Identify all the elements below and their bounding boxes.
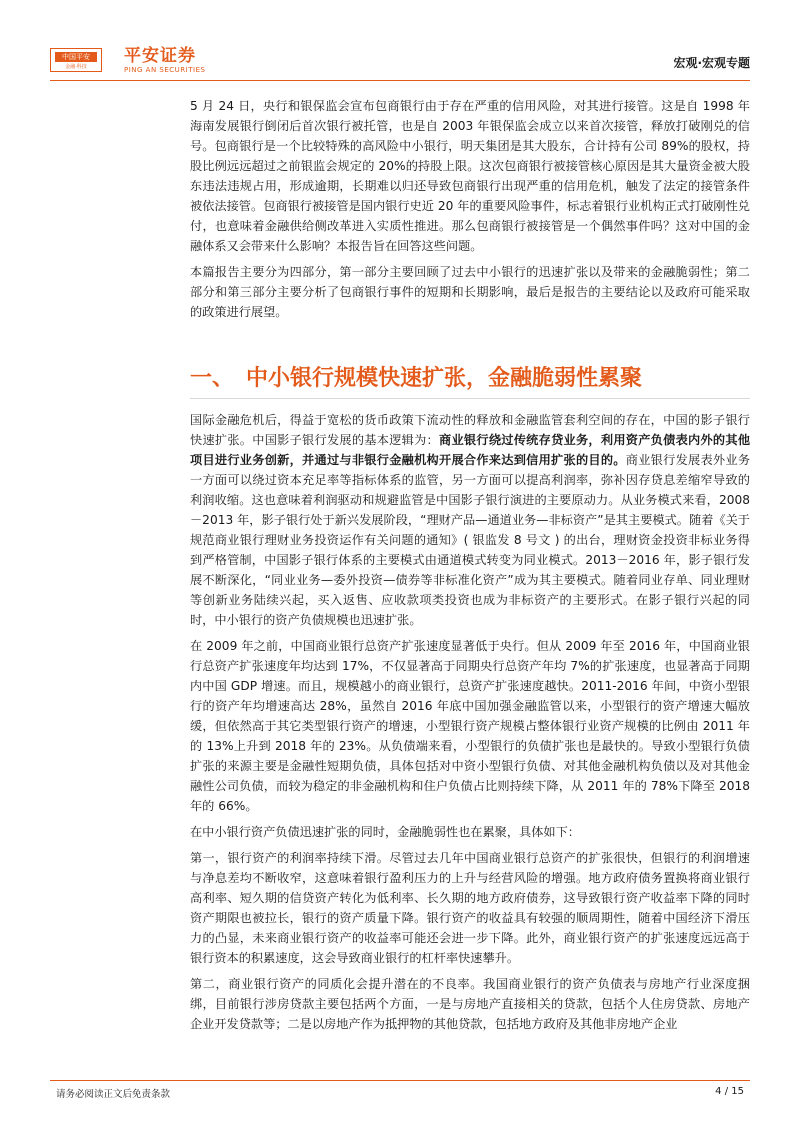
body-p1-emphasis: 商业银行绕过传统存贷业务，利用资产负债表内外的其他项目进行业务创新，并通过与非银行金融机构开展合作来达到信用扩张的目的。: [190, 433, 751, 467]
logo-badge-main: 中国平安: [55, 52, 97, 62]
brand: [124, 46, 205, 75]
report-category: 宏观·宏观专题: [673, 56, 750, 70]
section-1-body: [190, 410, 750, 1040]
section-title: 中小银行规模快速扩张，金融脆弱性累聚: [246, 366, 643, 391]
body-paragraph-4: 第一，银行资产的利润率持续下滑。尽管过去几年中国商业银行总资产的扩张很快，但银行的利润增速与净息差均不断收窄，这意味着银行盈利压力的上升与经营风险的增强。地方政府债务置换将商业银行高利率、短久期的信贷资产转化为低利率、长久期的地方政府债券，这导致银行资产收益率下降的同时资产期限也被拉长，银行的资产质量下降。银行资产的收益具有较强的顺周期性，随着中国经济下滑压力的凸显，未来商业银行资产的收益率可能还会进一步下降。此外，商业银行资产的扩张速度远远高于银行资本的积累速度，这会导致商业银行的杠杆率快速攀升。: [190, 851, 750, 965]
body-paragraph-1: [190, 410, 750, 630]
section-1-heading: [190, 364, 750, 394]
footer-disclaimer: 请务必阅读正文后免责条款: [56, 1089, 171, 1100]
body-p1-rest: 商业银行发展表外业务一方面可以绕过资本充足率等指标体系的监管，另一方面可以提高利润率，弥补因存贷息差缩窄导致的利润收缩。这也意味着利润驱动和规避监管是中国影子银行演进的主要原动力。从业务模式来看，2008－2013 年，影子银行处于新兴发展阶段，“理财产品—通道业务—非标资产”是其主要模式。随着《关于规范商业银行理财业务投资运作有关问题的通知》( 银监发 8 号文 ) 的出台，理财资金投资非标业务得到严格管制，中国影子银行体系的主要模式由通道模式转变为同业模式。2013－2016 年，影子银行发展不断深化，“同业业务—委外投资—债券等非标准化资产”成为其主要模式。随着同业存单、同业理财等创新业务陆续兴起，买入返售、应收款项类投资也成为非标资产的主要形式。在影子银行兴起的同时，中小银行的资产负债规模也迅速扩张。: [190, 453, 751, 627]
page-number: 4 / 15: [715, 1086, 744, 1097]
intro-section: [190, 96, 750, 328]
section-number: 一、: [190, 366, 235, 391]
intro-paragraph-1: 5 月 24 日，央行和银保监会宣布包商银行由于存在严重的信用风险，对其进行接管。这是自 1998 年海南发展银行倒闭后首次银行被托管，也是自 2003 年银保监会成立以来首次接管，释放打破刚兑的信号。包商银行是一个比较特殊的高风险中小银行，明天集团是其大股东，合计持有公司 89%的股权，持股比例远远超过之前银监会规定的 20%的持股上限。这次包商银行被接管核心原因是其大量资金被大股东违法违规占用，形成逾期，长期难以归还导致包商银行出现严重的信用危机，触发了法定的接管条件被依法接管。包商银行被接管是国内银行史近 20 年的重要风险事件，标志着银行业机构正式打破刚性兑付，也意味着金融供给侧改革进入实质性推进。那么包商银行被接管是一个偶然事件吗？这对中国的金融体系又会带来什么影响？本报告旨在回答这些问题。: [190, 99, 750, 253]
brand-name-cn: 平安证券: [124, 46, 196, 66]
body-paragraph-2: 在 2009 年之前，中国商业银行总资产扩张速度显著低于央行。但从 2009 年至 2016 年，中国商业银行总资产扩张速度年均达到 17%，不仅显著高于同期央行总资产年均 7%的扩张速度，也显著高于同期内中国 GDP 增速。而且，规模越小的商业银行，总资产扩张速度越快。2011-2016 年间，中资小型银行的资产年均增速高达 28%，虽然自 2016 年底中国加强金融监管以来，小型银行的资产增速大幅放缓，但依然高于其它类型银行资产的增速，小型银行资产规模占整体银行业资产规模的比例由 2011 年的 13%上升到 2018 年的 23%。从负债端来看，小型银行的负债扩张也是最快的。导致小型银行负债扩张的来源主要是金融性短期负债，具体包括对中资小型银行负债、对其他金融机构负债以及对其他金融性公司负债，而较为稳定的非金融机构和住户负债占比则持续下降，从 2011 年的 78%下降至 2018 年的 66%。: [190, 639, 750, 813]
body-paragraph-5: 第二，商业银行资产的同质化会提升潜在的不良率。我国商业银行的资产负债表与房地产行业深度捆绑，目前银行涉房贷款主要包括两个方面，一是与房地产直接相关的贷款，包括个人住房贷款、房地产企业开发贷款等；二是以房地产作为抵押物的其他贷款，包括地方政府及其他非房地产企业: [190, 977, 750, 1031]
footer-divider: [50, 1080, 750, 1081]
body-paragraph-3: 在中小银行资产负债迅速扩张的同时，金融脆弱性也在累聚，具体如下：: [190, 825, 580, 839]
brand-name-en: PING AN SECURITIES: [124, 66, 206, 74]
logo-badge-sub: 金融·科技: [65, 64, 87, 70]
page-header: [0, 0, 800, 90]
body-p1-lead: 国际金融危机后，得益于宽松的货币政策下流动性的释放和金融监管套利空间的存在，中国的影子银行快速扩张。中国影子银行发展的基本逻辑为：: [190, 413, 750, 447]
intro-paragraph-2: 本篇报告主要分为四部分，第一部分主要回顾了过去中小银行的迅速扩张以及带来的金融脆弱性；第二部分和第三部分主要分析了包商银行事件的短期和长期影响，最后是报告的主要结论以及政府可能采取的政策进行展望。: [190, 265, 750, 319]
section-divider: [190, 398, 750, 399]
ping-an-logo: [50, 48, 102, 72]
header-divider: [50, 80, 750, 81]
